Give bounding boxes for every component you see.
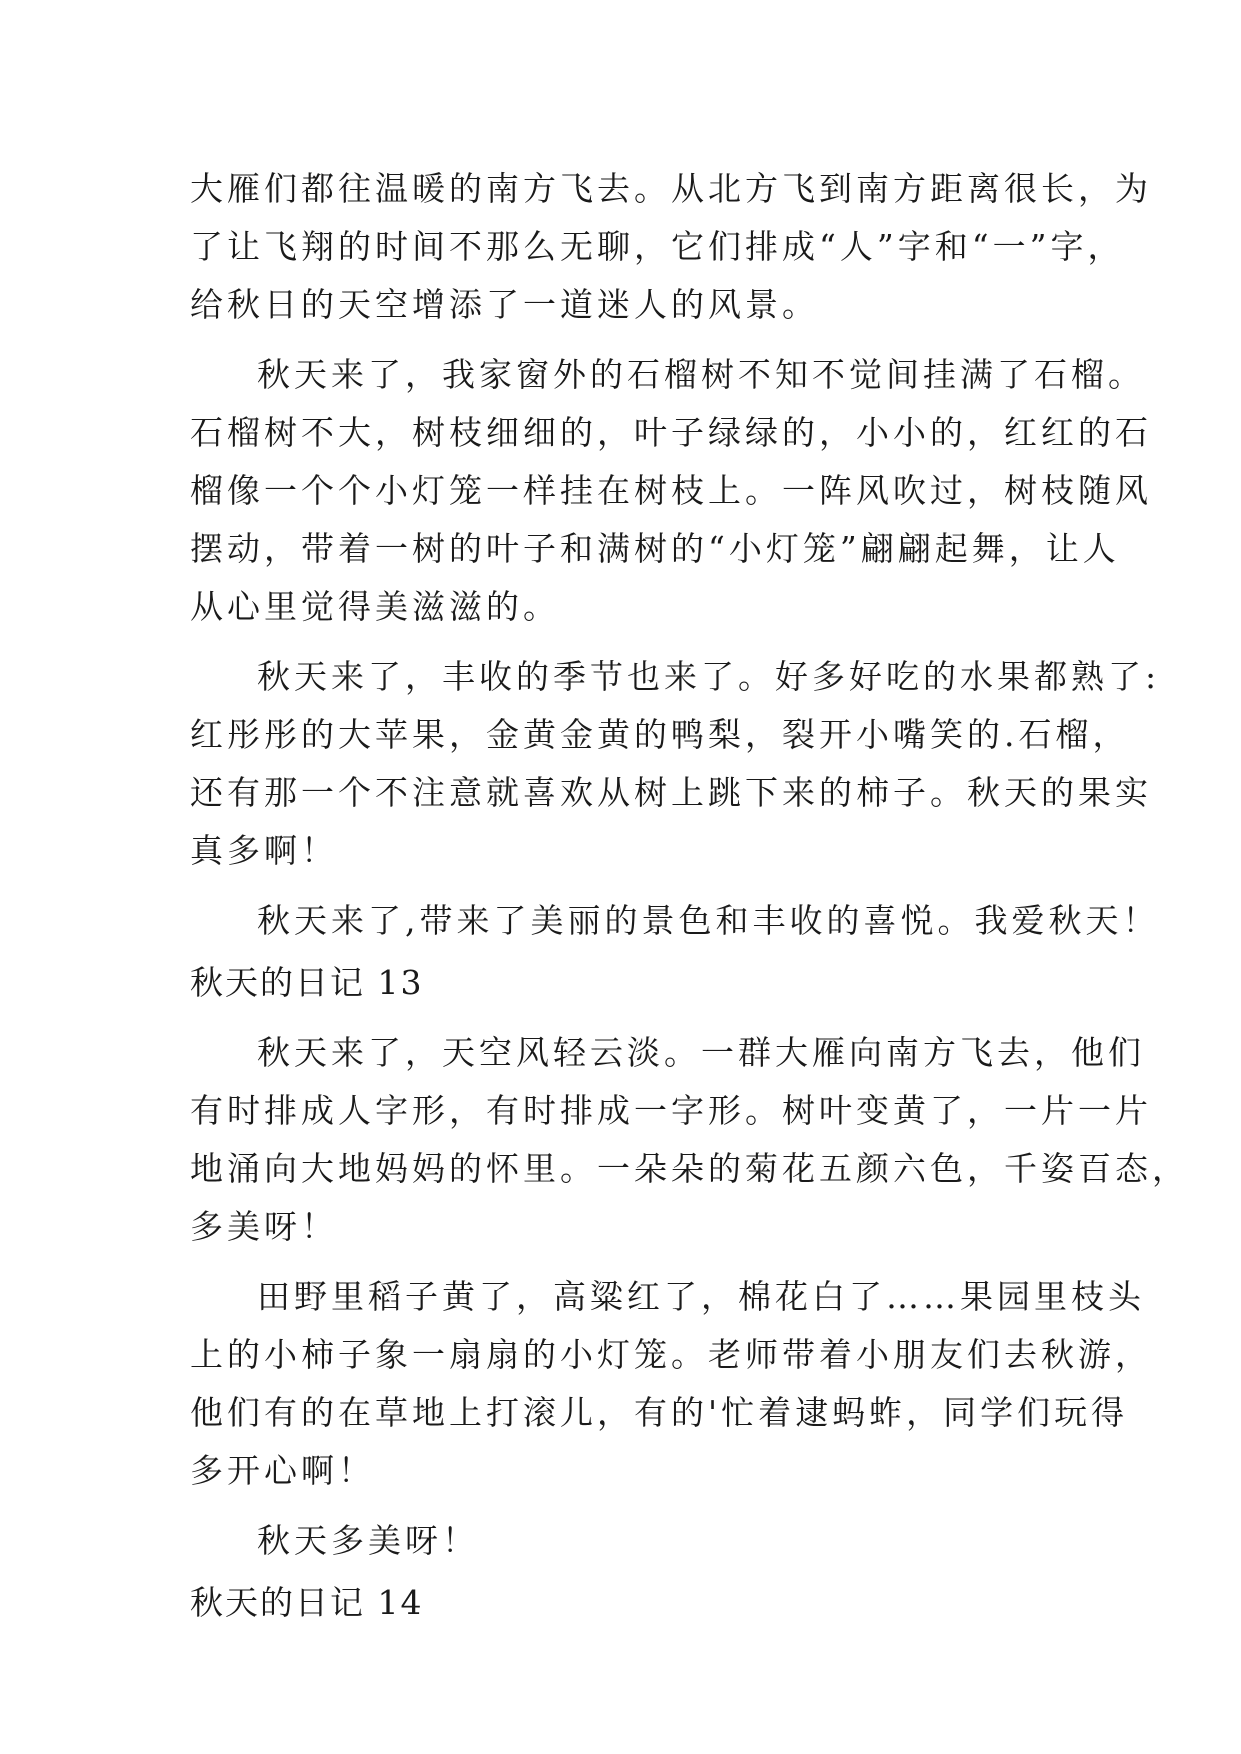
text-line: 红彤彤的大苹果，金黄金黄的鸭梨，裂开小嘴笑的.石榴，: [190, 715, 1130, 754]
text-line: 他们有的在草地上打滚儿，有的'忙着逮蚂蚱，同学们玩得: [190, 1393, 1129, 1432]
paragraph: [190, 892, 1160, 950]
section-heading: 秋天的日记 13: [190, 963, 424, 1002]
text-line: 摆动，带着一树的叶子和满树的“小灯笼”翩翩起舞，让人: [190, 529, 1120, 568]
paragraph: [190, 346, 1152, 636]
text-line: 了让飞翔的时间不那么无聊，它们排成“人”字和“一”字，: [190, 227, 1125, 266]
text-line: 给秋日的天空增添了一道迷人的风景。: [190, 285, 819, 324]
paragraph: [190, 1268, 1152, 1500]
text-line: 秋天来了，丰收的季节也来了。好多好吃的水果都熟了:: [257, 657, 1161, 696]
text-line: 多美呀！: [190, 1207, 338, 1246]
text-line: 多开心啊！: [190, 1451, 375, 1490]
text-line: 上的小柿子象一扇扇的小灯笼。老师带着小朋友们去秋游，: [190, 1335, 1152, 1374]
text-line: 田野里稻子黄了，高粱红了，棉花白了……果园里枝头: [257, 1277, 1145, 1316]
paragraph: [190, 1024, 1189, 1256]
section-heading: 秋天的日记 14: [190, 1583, 424, 1622]
text-line: 榴像一个个小灯笼一样挂在树枝上。一阵风吹过，树枝随风: [190, 471, 1152, 510]
text-line: 有时排成人字形，有时排成一字形。树叶变黄了，一片一片: [190, 1091, 1152, 1130]
text-line: 秋天来了，我家窗外的石榴树不知不觉间挂满了石榴。: [257, 355, 1145, 394]
text-line: 大雁们都往温暖的南方飞去。从北方飞到南方距离很长，为: [190, 169, 1152, 208]
text-line: 地涌向大地妈妈的怀里。一朵朵的菊花五颜六色，千姿百态，: [190, 1149, 1189, 1188]
text-line: 还有那一个不注意就喜欢从树上跳下来的柿子。秋天的果实: [190, 773, 1152, 812]
paragraph: [190, 1512, 1070, 1570]
text-line: 秋天多美呀！: [257, 1521, 479, 1560]
paragraph: [190, 160, 1152, 334]
text-line: 秋天来了,带来了美丽的景色和丰收的喜悦。我爱秋天！: [257, 901, 1160, 940]
document-body: [190, 160, 1189, 1632]
text-line: 从心里觉得美滋滋的。: [190, 587, 560, 626]
text-line: 真多啊！: [190, 831, 338, 870]
paragraph: [190, 648, 1161, 880]
text-line: 秋天来了，天空风轻云淡。一群大雁向南方飞去，他们: [257, 1033, 1145, 1072]
text-line: 石榴树不大，树枝细细的，叶子绿绿的，小小的，红红的石: [190, 413, 1152, 452]
